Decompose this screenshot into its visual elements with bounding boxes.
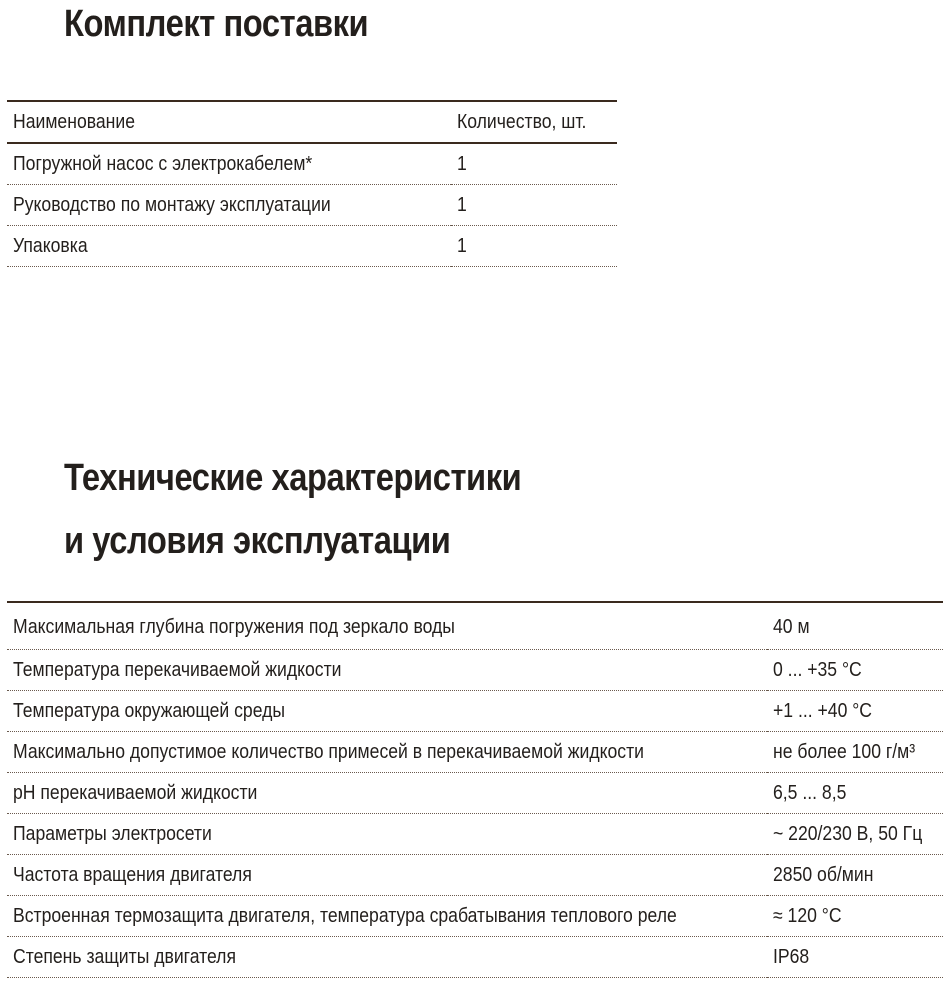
spec-name: Максимально допустимое количество примесей в перекачиваемой жидкости	[7, 732, 767, 773]
table-row	[7, 814, 943, 855]
table-row	[7, 185, 617, 226]
spec-value: ~ 220/230 В, 50 Гц	[767, 814, 943, 855]
table-row	[7, 855, 943, 896]
spec-value: ≈ 120 °С	[767, 896, 943, 937]
spec-name: Температура перекачиваемой жидкости	[7, 650, 767, 691]
table-header-row	[7, 101, 617, 143]
spec-value: 2850 об/мин	[767, 855, 943, 896]
item-name: Погружной насос с электрокабелем*	[7, 143, 451, 185]
table-row	[7, 773, 943, 814]
table-row	[7, 650, 943, 691]
table-row	[7, 602, 943, 650]
spec-name: Максимальная глубина погружения под зеркало воды	[7, 602, 767, 650]
spec-name: Степень защиты двигателя	[7, 937, 767, 978]
delivery-title: Комплект поставки	[64, 3, 369, 45]
item-name: Руководство по монтажу эксплуатации	[7, 185, 451, 226]
item-name: Упаковка	[7, 226, 451, 267]
table-row	[7, 896, 943, 937]
spec-name: Параметры электросети	[7, 814, 767, 855]
specs-table	[7, 601, 943, 978]
spec-value: не более 100 г/м³	[767, 732, 943, 773]
table-row	[7, 937, 943, 978]
spec-name: Температура окружающей среды	[7, 691, 767, 732]
spec-name: Частота вращения двигателя	[7, 855, 767, 896]
specs-title-line2: и условия эксплуатации	[64, 520, 451, 562]
table-row	[7, 226, 617, 267]
table-row	[7, 691, 943, 732]
spec-name: pH перекачиваемой жидкости	[7, 773, 767, 814]
spec-value: 0 ... +35 °С	[767, 650, 943, 691]
table-row	[7, 143, 617, 185]
specs-title-line1: Технические характеристики	[64, 457, 522, 499]
delivery-table	[7, 100, 617, 267]
item-quantity: 1	[451, 143, 617, 185]
spec-value: 6,5 ... 8,5	[767, 773, 943, 814]
header-quantity: Количество, шт.	[451, 101, 617, 143]
item-quantity: 1	[451, 226, 617, 267]
spec-value: +1 ... +40 °С	[767, 691, 943, 732]
table-row	[7, 732, 943, 773]
item-quantity: 1	[451, 185, 617, 226]
spec-name: Встроенная термозащита двигателя, температура срабатывания теплового реле	[7, 896, 767, 937]
spec-value: 40 м	[767, 602, 943, 650]
header-name: Наименование	[7, 101, 451, 143]
spec-value: IP68	[767, 937, 943, 978]
